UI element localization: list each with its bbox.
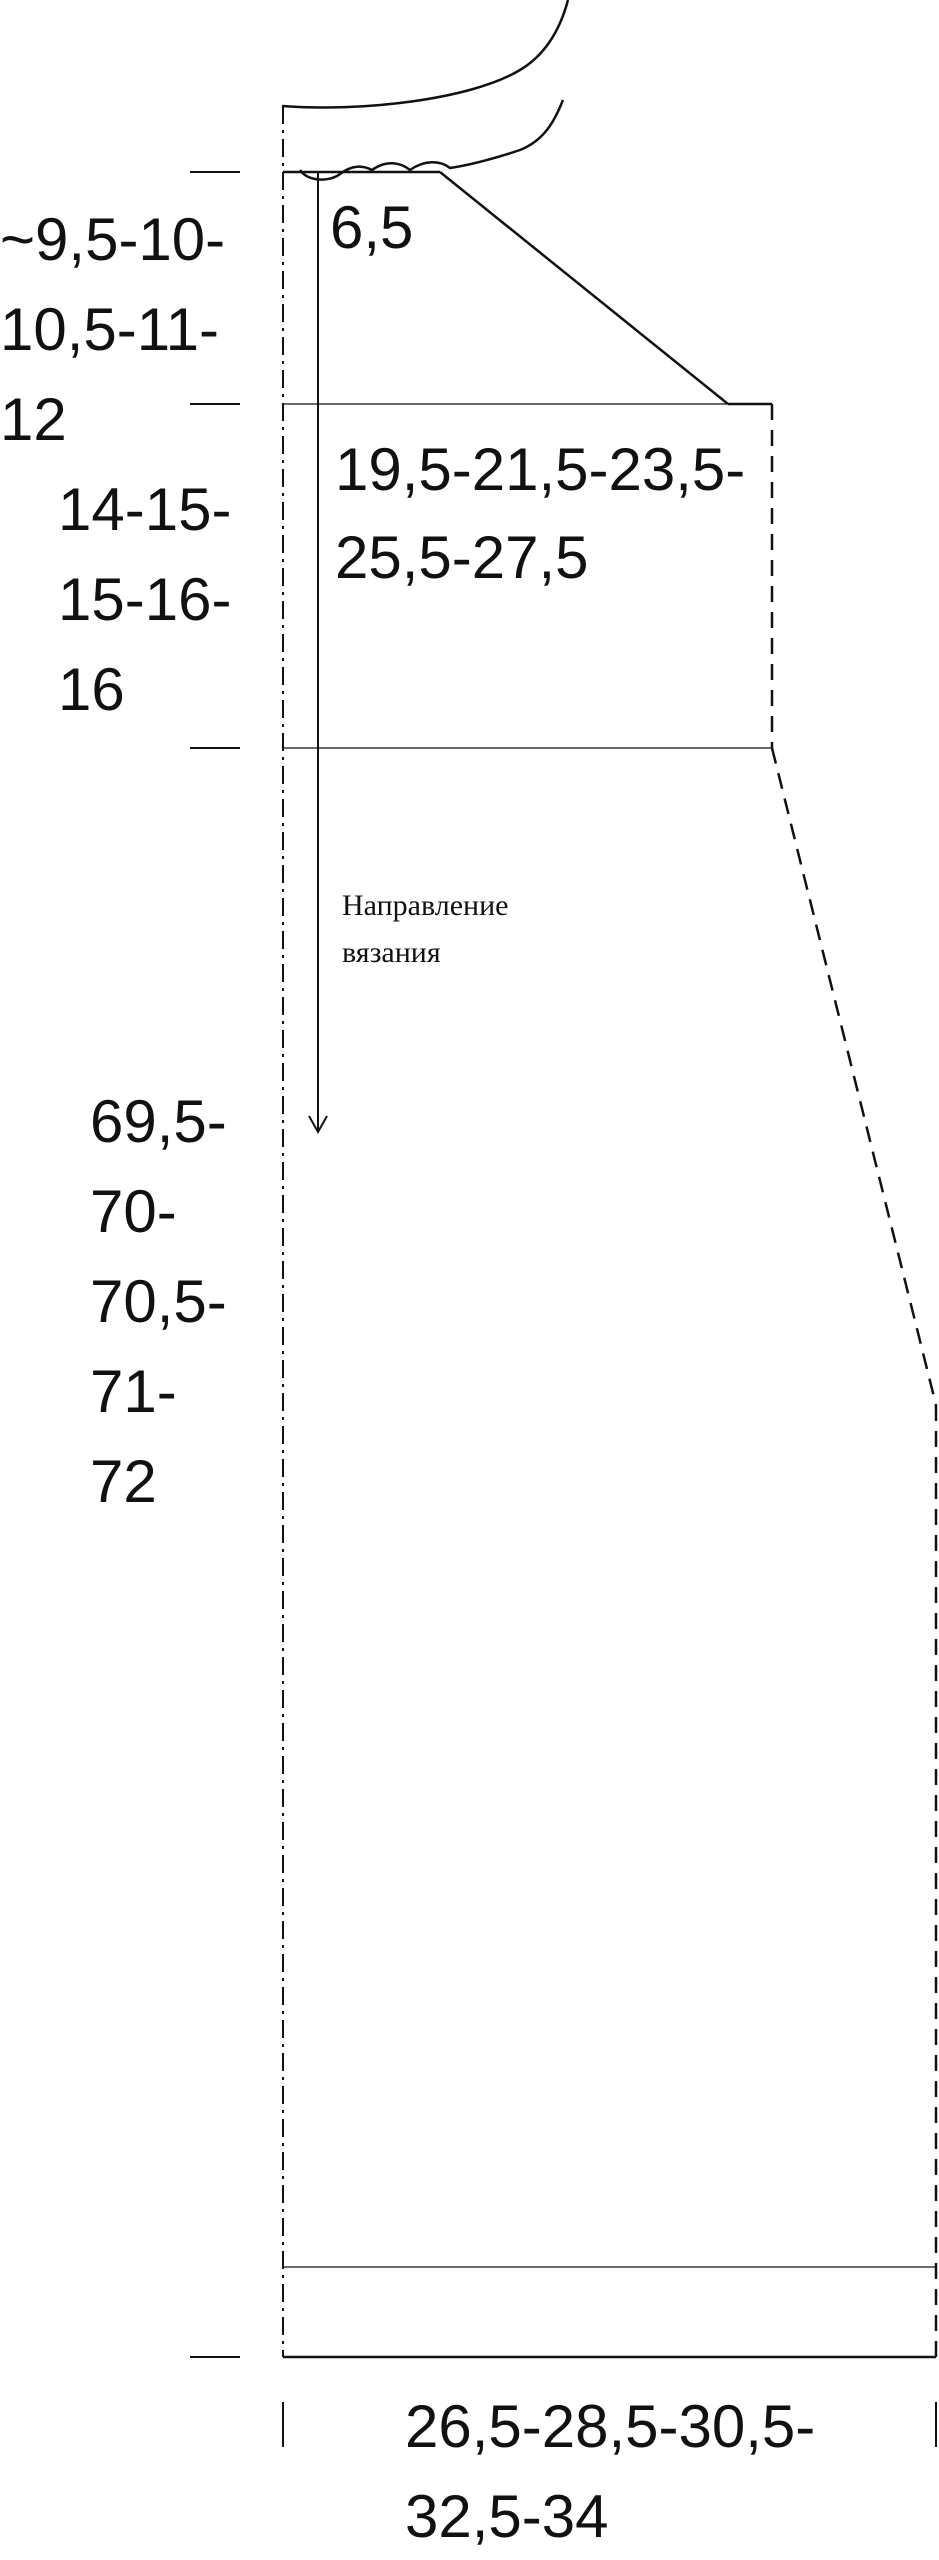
scalloped-neck-edge <box>300 100 563 180</box>
neck-depth-label <box>0 206 242 453</box>
armhole-height-line-1: 14-15- <box>58 476 232 543</box>
body-length-line-4: 71- <box>90 1358 177 1425</box>
body-length-line-2: 70- <box>90 1178 177 1245</box>
waist-taper <box>772 748 936 1405</box>
neck-depth-line-3: 12 <box>0 386 67 453</box>
bottom-width-line-2: 32,5-34 <box>405 2483 609 2550</box>
guide-lines <box>283 404 936 2267</box>
side-outline <box>772 404 936 2357</box>
knitting-direction-label <box>342 889 516 969</box>
armhole-height-label <box>58 476 248 723</box>
neck-depth-line-1: ~9,5-10- <box>0 206 226 273</box>
shoulder-width-line-2: 25,5-27,5 <box>335 524 589 591</box>
bottom-width-label <box>405 2393 832 2550</box>
dimension-ticks <box>190 172 936 2447</box>
outer-shoulder-curve <box>282 0 568 108</box>
armhole-height-line-2: 15-16- <box>58 566 232 633</box>
neck-depth-line-2: 10,5-11- <box>0 296 220 363</box>
knitting-direction-line-2: вязания <box>342 936 441 969</box>
armhole-height-line-3: 16 <box>58 656 125 723</box>
body-length-label <box>90 1088 243 1515</box>
bottom-width-line-1: 26,5-28,5-30,5- <box>405 2393 816 2460</box>
shoulder-width-line-1: 19,5-21,5-23,5- <box>335 436 746 503</box>
body-length-line-3: 70,5- <box>90 1268 227 1335</box>
shoulder-width-label <box>335 436 762 591</box>
shoulder-slope <box>440 172 728 404</box>
direction-arrow <box>309 172 327 1132</box>
shoulder-curves <box>282 0 568 180</box>
neck-width-label: 6,5 <box>330 194 414 261</box>
body-length-line-5: 72 <box>90 1448 157 1515</box>
knitting-direction-line-1: Направление <box>342 889 509 922</box>
body-length-line-1: 69,5- <box>90 1088 227 1155</box>
